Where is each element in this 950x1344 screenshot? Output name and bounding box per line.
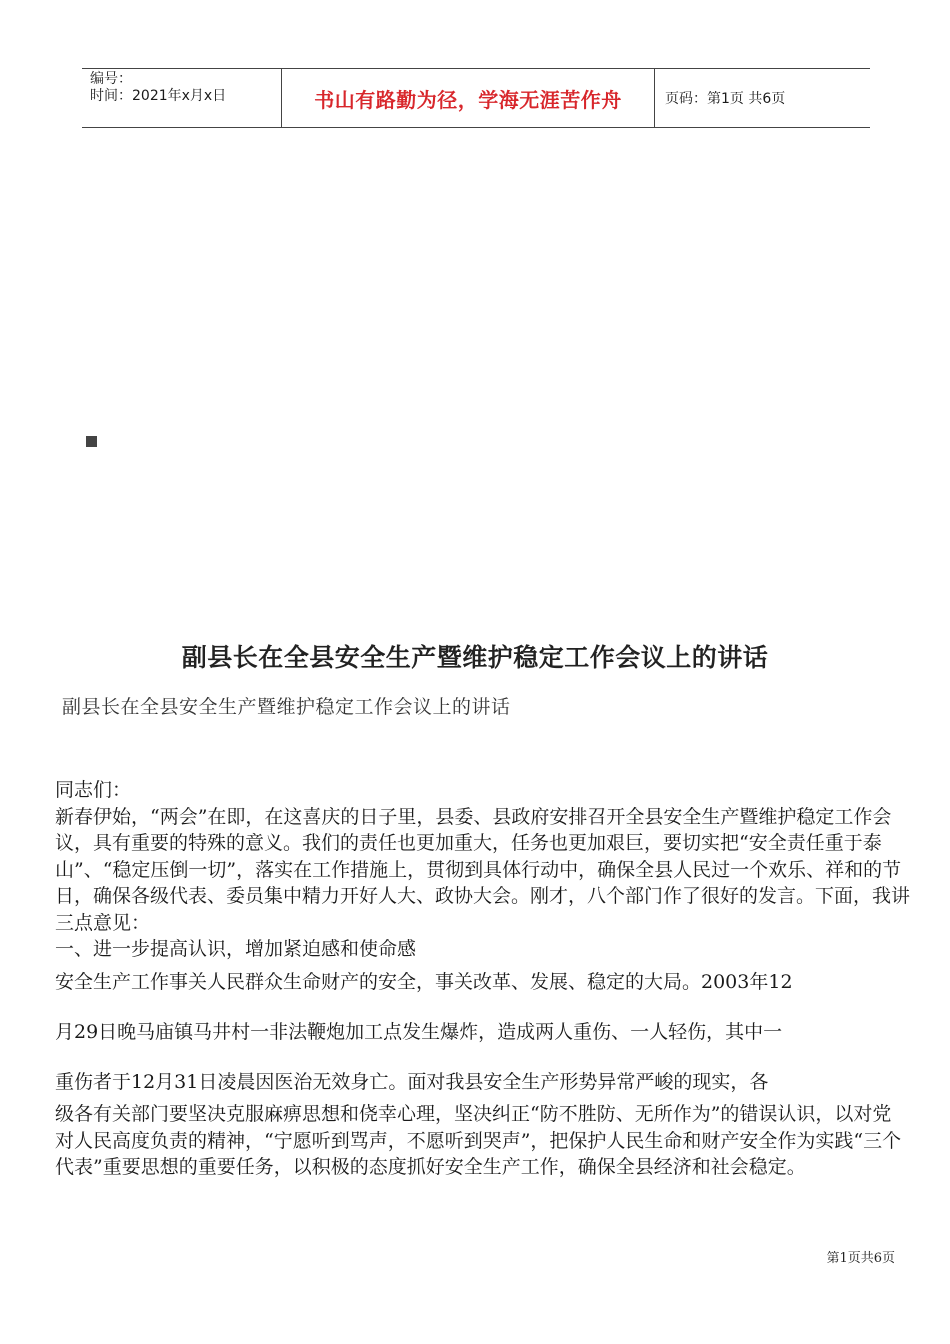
time-label: 时间：2021年x月x日 — [90, 88, 227, 104]
document-subtitle: 副县长在全县安全生产暨维护稳定工作会议上的讲话 — [62, 696, 511, 718]
footer-page-number: 第1页共6页 — [826, 1251, 895, 1266]
paragraph-continuation: 级各有关部门要坚决克服麻痹思想和侥幸心理，坚决纠正“防不胜防、无所作为”的错误认识，以对党对人民高度负责的精神，“宁愿听到骂声，不愿听到哭声”，把保护人民生命和财产安全作为实践“三个代表”重要思想的重要任务，以积极的态度抓好安全生产工作，确保全县经济和社会稳定。 — [55, 1103, 902, 1178]
square-bullet-icon — [86, 436, 97, 447]
header-meta — [82, 69, 282, 127]
document-header — [82, 68, 870, 128]
header-motto: 书山有路勤为径，学海无涯苦作舟 — [282, 69, 655, 127]
section-heading: 一、进一步提高认识，增加紧迫感和使命感 — [55, 938, 417, 960]
body-block-intro — [55, 777, 910, 963]
header-page-info: 页码：第1页 共6页 — [665, 91, 786, 107]
salutation: 同志们： — [55, 779, 132, 801]
number-label: 编号： — [90, 71, 132, 87]
paragraph-line: 重伤者于12月31日凌晨因医治无效身亡。面对我县安全生产形势异常严峻的现实，各 — [55, 1071, 769, 1093]
paragraph-line: 安全生产工作事关人民群众生命财产的安全，事关改革、发展、稳定的大局。2003年12 — [55, 971, 793, 993]
paragraph-line: 月29日晚马庙镇马井村一非法鞭炮加工点发生爆炸，造成两人重伤、一人轻伤，其中一 — [55, 1021, 783, 1043]
intro-paragraph: 新春伊始，“两会”在即，在这喜庆的日子里，县委、县政府安排召开全县安全生产暨维护稳定工作会议，具有重要的特殊的意义。我们的责任也更加重大，任务也更加艰巨，要切实把“安全责任重于泰山”、“稳定压倒一切”，落实在工作措施上，贯彻到具体行动中，确保全县人民过一个欢乐、祥和的节日，确保各级代表、委员集中精力开好人大、政协大会。刚才，八个部门作了很好的发言。下面，我讲三点意见： — [55, 805, 911, 934]
document-title: 副县长在全县安全生产暨维护稳定工作会议上的讲话 — [181, 643, 769, 672]
